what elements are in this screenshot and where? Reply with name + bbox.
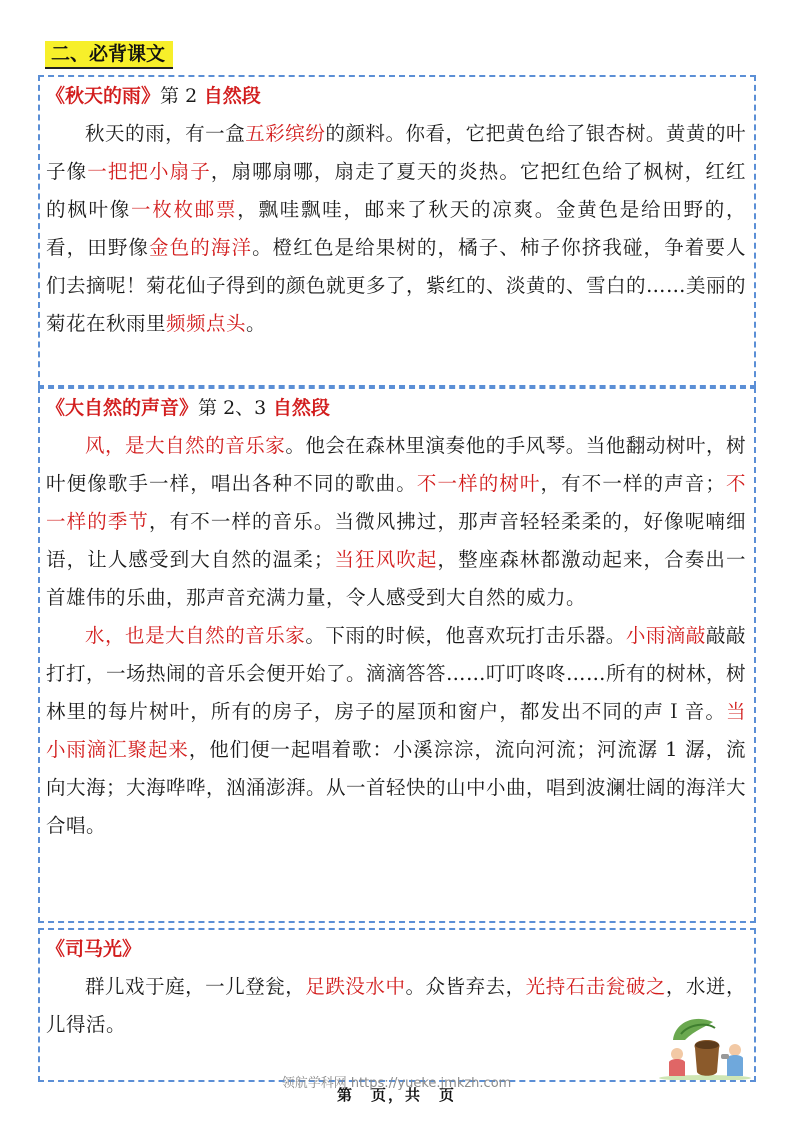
highlighted-phrase: 水，也是大自然的音乐家 <box>85 624 306 647</box>
sima-guang-illustration-icon <box>655 1000 755 1080</box>
highlighted-phrase: 一把把小扇子 <box>87 160 211 183</box>
text-run: 的颜料。你看，它把黄色给了银杏树。黄黄的叶子像 <box>46 122 746 183</box>
highlighted-phrase: 不一样的树叶 <box>416 472 541 495</box>
page-number: 第 页，共 页 <box>336 1086 456 1104</box>
text-run: 秋天的雨，有一盒 <box>85 122 246 145</box>
section-header: 二、必背课文 <box>45 41 173 69</box>
text-run: ，他们便一起唱着歌：小溪淙淙，流向河流；河流潺 1 潺，流向大海；大海哗哗，汹涌澎湃。从一首轻快的山中小曲，唱到波澜壮阔的海洋大合唱。 <box>46 738 747 837</box>
text-run: ，扇哪扇哪，扇走了夏天的炎热。它把红色给了枫树，红红的枫叶像 <box>46 160 746 221</box>
title-prefix: 第 <box>198 397 224 419</box>
highlighted-phrase: 风，是大自然的音乐家 <box>85 434 286 457</box>
text-run: ，有不一样的声音； <box>540 472 726 495</box>
title-number: 2 <box>185 85 198 107</box>
section-box-sima-guang <box>38 928 756 1082</box>
section-title-autumn-rain <box>46 81 261 108</box>
title-suffix: 自然段 <box>197 85 261 107</box>
passage-text <box>46 427 746 845</box>
title-text: 《司马光》 <box>46 938 142 960</box>
title-number: 2、3 <box>223 397 267 419</box>
highlighted-phrase: 小雨滴敲 <box>625 624 706 647</box>
highlighted-phrase: 五彩缤纷 <box>245 122 326 145</box>
highlighted-phrase: 金色的海洋 <box>149 236 253 259</box>
text-run: ，飘哇飘哇，邮来了秋天的凉爽。金黄色是给田野的，看，田野像 <box>46 198 746 259</box>
text-run: 。下雨的时候，他喜欢玩打击乐器。 <box>305 624 626 647</box>
title-suffix: 自然段 <box>266 397 330 419</box>
passage-text <box>46 115 746 343</box>
text-run: ，水迸，儿得活。 <box>46 975 746 1036</box>
paragraph <box>46 427 746 617</box>
highlighted-phrase: 光持石击瓮破之 <box>525 975 666 998</box>
highlighted-phrase: 当小雨滴汇聚起来 <box>46 700 746 761</box>
highlighted-phrase: 足跌没水中 <box>305 975 406 998</box>
section-box-nature-sounds <box>38 387 756 923</box>
section-title-nature-sounds <box>46 393 330 420</box>
title-text: 《大自然的声音》 <box>46 397 199 419</box>
section-box-autumn-rain <box>38 75 756 387</box>
text-run: ，整座森林都激动起来，合奏出一首雄伟的乐曲，那声音充满力量，令人感受到大自然的威力。 <box>46 548 746 609</box>
paragraph <box>46 617 746 845</box>
title-text: 《秋天的雨》 <box>46 85 161 107</box>
passage-text <box>46 968 746 1044</box>
text-run: 敲敲打打，一场热闹的音乐会便开始了。滴滴答答……叮叮咚咚……所有的树林，树林里的每片树叶，所有的房子，房子的屋顶和窗户，都发出不同的声Ｉ音。 <box>46 624 747 723</box>
text-run: 。他会在森林里演奏他的手风琴。当他翻动树叶，树叶便像歌手一样，唱出各种不同的歌曲。 <box>46 434 746 495</box>
text-run: 。 <box>246 312 267 335</box>
highlighted-phrase: 当狂风吹起 <box>333 548 438 571</box>
paragraph <box>46 115 746 343</box>
section-title-sima-guang <box>46 934 141 961</box>
paragraph <box>46 968 746 1044</box>
title-prefix: 第 <box>160 85 186 107</box>
highlighted-phrase: 一枚枚邮票 <box>131 198 238 221</box>
highlighted-phrase: 频频点头 <box>166 312 247 335</box>
watermark-url: 领航学科网 https://yueke.jmkzh.com <box>281 1076 512 1091</box>
text-run: ，有不一样的音乐。当微风拂过，那声音轻轻柔柔的，好像呢喃细语，让人感受到大自然的温柔； <box>46 510 746 571</box>
text-run: 。橙红色是给果树的，橘子、柿子你挤我碰，争着要人们去摘呢！菊花仙子得到的颜色就更多了，紫红的、淡黄的、雪白的……美丽的菊花在秋雨里 <box>46 236 747 335</box>
text-run: 群儿戏于庭，一儿登瓮， <box>85 975 306 998</box>
highlighted-phrase: 不一样的季节 <box>46 472 746 533</box>
text-run: 。众皆弃去， <box>405 975 526 998</box>
